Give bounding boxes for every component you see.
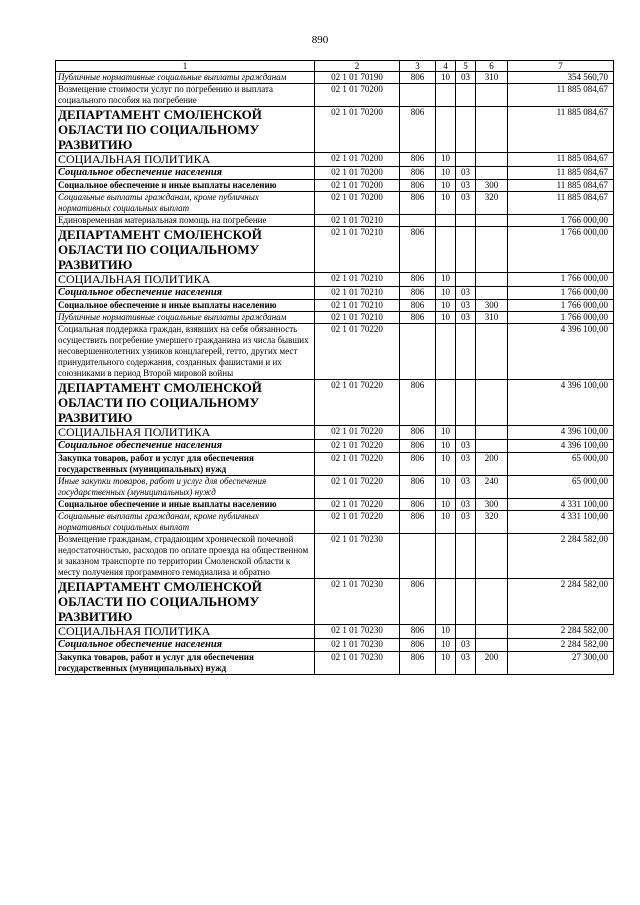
expense-type-cell (476, 380, 508, 426)
department-code-cell: 806 (400, 300, 436, 312)
expense-type-cell (476, 215, 508, 227)
table-row (56, 652, 614, 675)
table-row (56, 227, 614, 273)
section-code-cell (436, 215, 456, 227)
department-code-cell: 806 (400, 167, 436, 180)
subsection-code-cell: 03 (456, 312, 476, 324)
subsection-code-cell: 03 (456, 300, 476, 312)
table-row (56, 426, 614, 440)
target-code-cell: 02 1 01 70210 (315, 312, 400, 324)
row-name-cell: Социальное обеспечение населения (56, 167, 315, 180)
target-code-cell: 02 1 01 70220 (315, 511, 400, 534)
row-name-cell: Социальная поддержка граждан, взявших на себя обязанность осуществить погребение умершего гражданина из числа бывших несовершеннолетних узников концлагерей, гетто, других мест принудительного содержания, созданных фашистами и их союзниками в период Второй мировой войны (56, 324, 315, 380)
table-row (56, 499, 614, 511)
column-header: 2 (315, 61, 400, 72)
row-name-cell: Социальное обеспечение населения (56, 287, 315, 300)
row-name-cell: Иные закупки товаров, работ и услуг для обеспечения государственных (муниципальных) нужд (56, 476, 315, 499)
amount-cell: 2 284 582,00 (508, 639, 614, 652)
subsection-code-cell (456, 579, 476, 625)
department-code-cell: 806 (400, 652, 436, 675)
subsection-code-cell: 03 (456, 180, 476, 192)
target-code-cell: 02 1 01 70220 (315, 380, 400, 426)
table-row (56, 380, 614, 426)
expense-type-cell: 240 (476, 476, 508, 499)
table-row (56, 167, 614, 180)
expense-type-cell: 320 (476, 192, 508, 215)
row-name-cell: СОЦИАЛЬНАЯ ПОЛИТИКА (56, 625, 315, 639)
subsection-code-cell: 03 (456, 652, 476, 675)
section-code-cell: 10 (436, 453, 456, 476)
amount-cell: 2 284 582,00 (508, 579, 614, 625)
subsection-code-cell: 03 (456, 476, 476, 499)
target-code-cell: 02 1 01 70230 (315, 652, 400, 675)
amount-cell: 1 766 000,00 (508, 312, 614, 324)
row-name-cell: СОЦИАЛЬНАЯ ПОЛИТИКА (56, 153, 315, 167)
row-name-cell: Публичные нормативные социальные выплаты гражданам (56, 312, 315, 324)
section-code-cell: 10 (436, 273, 456, 287)
row-name-cell: ДЕПАРТАМЕНТ СМОЛЕНСКОЙ ОБЛАСТИ ПО СОЦИАЛЬНОМУ РАЗВИТИЮ (56, 380, 315, 426)
department-code-cell: 806 (400, 192, 436, 215)
department-code-cell: 806 (400, 287, 436, 300)
target-code-cell: 02 1 01 70220 (315, 499, 400, 511)
row-name-cell: Возмещение гражданам, страдающим хронической почечной недостаточностью, расходов по оплате проезда на общественном и заказном транспорте по территории Смоленской области к месту получения программного гемодиализа и обратно (56, 534, 315, 579)
section-code-cell: 10 (436, 72, 456, 84)
row-name-cell: СОЦИАЛЬНАЯ ПОЛИТИКА (56, 273, 315, 287)
row-name-cell: Социальное обеспечение населения (56, 639, 315, 652)
department-code-cell: 806 (400, 107, 436, 153)
expense-type-cell: 300 (476, 300, 508, 312)
table-row (56, 287, 614, 300)
amount-cell: 2 284 582,00 (508, 625, 614, 639)
amount-cell: 11 885 084,67 (508, 180, 614, 192)
subsection-code-cell (456, 380, 476, 426)
expense-type-cell: 310 (476, 72, 508, 84)
row-name-cell: Публичные нормативные социальные выплаты гражданам (56, 72, 315, 84)
row-name-cell: Социальные выплаты гражданам, кроме публичных нормативных социальных выплат (56, 192, 315, 215)
subsection-code-cell: 03 (456, 72, 476, 84)
subsection-code-cell (456, 227, 476, 273)
row-name-cell: Социальные выплаты гражданам, кроме публичных нормативных социальных выплат (56, 511, 315, 534)
department-code-cell: 806 (400, 476, 436, 499)
expense-type-cell (476, 84, 508, 107)
section-code-cell (436, 107, 456, 153)
table-row (56, 639, 614, 652)
row-name-cell: ДЕПАРТАМЕНТ СМОЛЕНСКОЙ ОБЛАСТИ ПО СОЦИАЛЬНОМУ РАЗВИТИЮ (56, 579, 315, 625)
expense-type-cell: 310 (476, 312, 508, 324)
amount-cell: 11 885 084,67 (508, 84, 614, 107)
column-header: 3 (400, 61, 436, 72)
section-code-cell (436, 84, 456, 107)
target-code-cell: 02 1 01 70210 (315, 300, 400, 312)
section-code-cell: 10 (436, 440, 456, 453)
department-code-cell: 806 (400, 180, 436, 192)
expense-type-cell (476, 579, 508, 625)
amount-cell: 354 560,70 (508, 72, 614, 84)
row-name-cell: Закупка товаров, работ и услуг для обеспечения государственных (муниципальных) нужд (56, 652, 315, 675)
section-code-cell: 10 (436, 499, 456, 511)
expense-type-cell (476, 273, 508, 287)
expense-type-cell: 320 (476, 511, 508, 534)
expense-type-cell: 200 (476, 453, 508, 476)
table-row (56, 511, 614, 534)
department-code-cell: 806 (400, 72, 436, 84)
expense-type-cell (476, 534, 508, 579)
subsection-code-cell: 03 (456, 287, 476, 300)
row-name-cell: Социальное обеспечение населения (56, 440, 315, 453)
section-code-cell (436, 227, 456, 273)
department-code-cell: 806 (400, 453, 436, 476)
subsection-code-cell (456, 273, 476, 287)
subsection-code-cell: 03 (456, 639, 476, 652)
department-code-cell (400, 324, 436, 380)
subsection-code-cell: 03 (456, 167, 476, 180)
department-code-cell (400, 215, 436, 227)
target-code-cell: 02 1 01 70200 (315, 192, 400, 215)
target-code-cell: 02 1 01 70220 (315, 324, 400, 380)
section-code-cell: 10 (436, 476, 456, 499)
column-number-row (56, 61, 614, 72)
section-code-cell: 10 (436, 652, 456, 675)
target-code-cell: 02 1 01 70200 (315, 107, 400, 153)
column-header: 5 (456, 61, 476, 72)
amount-cell: 65 000,00 (508, 476, 614, 499)
row-name-cell: ДЕПАРТАМЕНТ СМОЛЕНСКОЙ ОБЛАСТИ ПО СОЦИАЛЬНОМУ РАЗВИТИЮ (56, 227, 315, 273)
amount-cell: 11 885 084,67 (508, 107, 614, 153)
subsection-code-cell (456, 107, 476, 153)
department-code-cell: 806 (400, 511, 436, 534)
target-code-cell: 02 1 01 70200 (315, 153, 400, 167)
section-code-cell: 10 (436, 287, 456, 300)
target-code-cell: 02 1 01 70210 (315, 287, 400, 300)
amount-cell: 1 766 000,00 (508, 287, 614, 300)
target-code-cell: 02 1 01 70230 (315, 639, 400, 652)
subsection-code-cell: 03 (456, 192, 476, 215)
table-row (56, 84, 614, 107)
target-code-cell: 02 1 01 70220 (315, 476, 400, 499)
section-code-cell: 10 (436, 180, 456, 192)
amount-cell: 4 396 100,00 (508, 440, 614, 453)
page-number: 890 (311, 34, 329, 46)
row-name-cell: Возмещение стоимости услуг по погребению и выплата социального пособия на погребение (56, 84, 315, 107)
row-name-cell: Единовременная материальная помощь на погребение (56, 215, 315, 227)
subsection-code-cell (456, 625, 476, 639)
target-code-cell: 02 1 01 70200 (315, 180, 400, 192)
section-code-cell: 10 (436, 511, 456, 534)
expense-type-cell (476, 440, 508, 453)
amount-cell: 4 331 100,00 (508, 511, 614, 534)
amount-cell: 1 766 000,00 (508, 273, 614, 287)
subsection-code-cell: 03 (456, 499, 476, 511)
section-code-cell: 10 (436, 312, 456, 324)
section-code-cell: 10 (436, 426, 456, 440)
target-code-cell: 02 1 01 70220 (315, 453, 400, 476)
expense-type-cell (476, 287, 508, 300)
amount-cell: 11 885 084,67 (508, 192, 614, 215)
section-code-cell: 10 (436, 153, 456, 167)
department-code-cell: 806 (400, 639, 436, 652)
amount-cell: 4 396 100,00 (508, 380, 614, 426)
column-header: 7 (508, 61, 614, 72)
department-code-cell: 806 (400, 227, 436, 273)
section-code-cell (436, 324, 456, 380)
section-code-cell (436, 380, 456, 426)
row-name-cell: Закупка товаров, работ и услуг для обеспечения государственных (муниципальных) нужд (56, 453, 315, 476)
target-code-cell: 02 1 01 70220 (315, 440, 400, 453)
target-code-cell: 02 1 01 70230 (315, 579, 400, 625)
department-code-cell (400, 84, 436, 107)
table-row (56, 192, 614, 215)
department-code-cell: 806 (400, 499, 436, 511)
table-row (56, 300, 614, 312)
subsection-code-cell (456, 324, 476, 380)
target-code-cell: 02 1 01 70220 (315, 426, 400, 440)
target-code-cell: 02 1 01 70230 (315, 534, 400, 579)
row-name-cell: ДЕПАРТАМЕНТ СМОЛЕНСКОЙ ОБЛАСТИ ПО СОЦИАЛЬНОМУ РАЗВИТИЮ (56, 107, 315, 153)
expense-type-cell (476, 639, 508, 652)
section-code-cell (436, 579, 456, 625)
subsection-code-cell: 03 (456, 511, 476, 534)
expense-type-cell: 300 (476, 499, 508, 511)
table-row (56, 476, 614, 499)
row-name-cell: Социальное обеспечение и иные выплаты населению (56, 180, 315, 192)
table-row (56, 440, 614, 453)
subsection-code-cell (456, 215, 476, 227)
subsection-code-cell (456, 153, 476, 167)
expense-type-cell (476, 167, 508, 180)
expense-type-cell (476, 107, 508, 153)
section-code-cell: 10 (436, 639, 456, 652)
table-row (56, 579, 614, 625)
column-header: 6 (476, 61, 508, 72)
subsection-code-cell (456, 84, 476, 107)
section-code-cell: 10 (436, 192, 456, 215)
department-code-cell: 806 (400, 273, 436, 287)
department-code-cell: 806 (400, 625, 436, 639)
amount-cell: 4 396 100,00 (508, 324, 614, 380)
expense-type-cell (476, 426, 508, 440)
amount-cell: 4 396 100,00 (508, 426, 614, 440)
amount-cell: 2 284 582,00 (508, 534, 614, 579)
row-name-cell: Социальное обеспечение и иные выплаты населению (56, 300, 315, 312)
table-row (56, 153, 614, 167)
target-code-cell: 02 1 01 70200 (315, 167, 400, 180)
row-name-cell: Социальное обеспечение и иные выплаты населению (56, 499, 315, 511)
target-code-cell: 02 1 01 70210 (315, 273, 400, 287)
department-code-cell: 806 (400, 440, 436, 453)
target-code-cell: 02 1 01 70200 (315, 84, 400, 107)
column-header: 4 (436, 61, 456, 72)
department-code-cell: 806 (400, 380, 436, 426)
row-name-cell: СОЦИАЛЬНАЯ ПОЛИТИКА (56, 426, 315, 440)
section-code-cell: 10 (436, 625, 456, 639)
subsection-code-cell (456, 426, 476, 440)
table-row (56, 625, 614, 639)
expense-type-cell: 300 (476, 180, 508, 192)
amount-cell: 65 000,00 (508, 453, 614, 476)
table-row (56, 534, 614, 579)
subsection-code-cell (456, 534, 476, 579)
column-header: 1 (56, 61, 315, 72)
expense-type-cell: 200 (476, 652, 508, 675)
budget-table (55, 60, 614, 675)
department-code-cell: 806 (400, 426, 436, 440)
expense-type-cell (476, 324, 508, 380)
table-row (56, 107, 614, 153)
table-row (56, 273, 614, 287)
target-code-cell: 02 1 01 70210 (315, 227, 400, 273)
amount-cell: 11 885 084,67 (508, 167, 614, 180)
section-code-cell: 10 (436, 300, 456, 312)
amount-cell: 1 766 000,00 (508, 300, 614, 312)
section-code-cell (436, 534, 456, 579)
table-row (56, 72, 614, 84)
department-code-cell: 806 (400, 153, 436, 167)
expense-type-cell (476, 153, 508, 167)
amount-cell: 1 766 000,00 (508, 227, 614, 273)
table-row (56, 312, 614, 324)
table-row (56, 324, 614, 380)
amount-cell: 1 766 000,00 (508, 215, 614, 227)
amount-cell: 27 300,00 (508, 652, 614, 675)
subsection-code-cell: 03 (456, 440, 476, 453)
department-code-cell: 806 (400, 579, 436, 625)
expense-type-cell (476, 227, 508, 273)
table-row (56, 180, 614, 192)
target-code-cell: 02 1 01 70210 (315, 215, 400, 227)
department-code-cell (400, 534, 436, 579)
section-code-cell: 10 (436, 167, 456, 180)
table-row (56, 453, 614, 476)
target-code-cell: 02 1 01 70190 (315, 72, 400, 84)
department-code-cell: 806 (400, 312, 436, 324)
amount-cell: 4 331 100,00 (508, 499, 614, 511)
expense-type-cell (476, 625, 508, 639)
target-code-cell: 02 1 01 70230 (315, 625, 400, 639)
table-row (56, 215, 614, 227)
subsection-code-cell: 03 (456, 453, 476, 476)
amount-cell: 11 885 084,67 (508, 153, 614, 167)
